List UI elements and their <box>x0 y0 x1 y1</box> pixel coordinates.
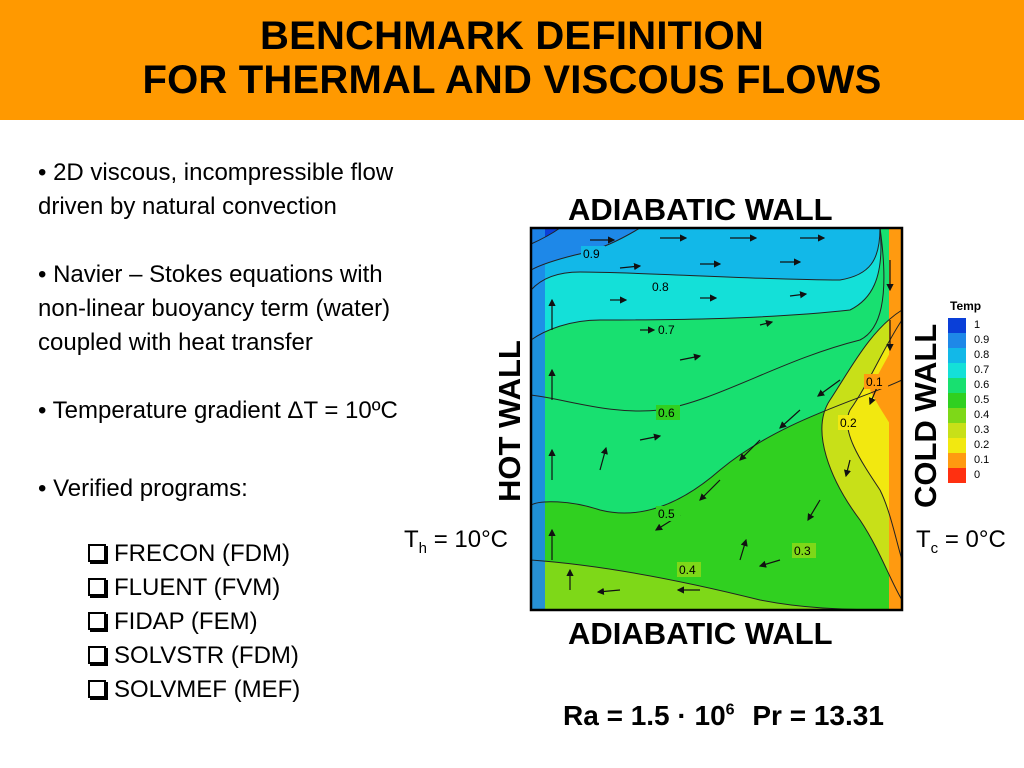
contour-label: 0.4 <box>679 563 696 577</box>
legend-label: 0.8 <box>974 349 990 361</box>
bullet-flow-line-1: • 2D viscous, incompressible flow <box>38 159 394 186</box>
legend-label: 0.6 <box>974 379 990 391</box>
program-label: SOLVMEF (MEF) <box>114 676 301 703</box>
title-line-2: FOR THERMAL AND VISCOUS FLOWS <box>142 58 882 102</box>
contour-label: 0.3 <box>794 544 811 558</box>
legend-swatch <box>948 333 966 348</box>
legend-swatch <box>948 468 966 483</box>
legend-label: 0.5 <box>974 394 990 406</box>
program-label: FLUENT (FVM) <box>114 574 281 601</box>
legend-swatch <box>948 438 966 453</box>
contour-label: 0.9 <box>583 247 600 261</box>
right-wall-label: COLD WALL <box>908 323 943 508</box>
legend-label: 0.1 <box>974 454 990 466</box>
temp-symbol: T <box>916 526 931 553</box>
bullet-equations-line-1: • Navier – Stokes equations with <box>38 261 383 288</box>
legend-swatch <box>948 363 966 378</box>
temp-subscript: c <box>930 539 939 557</box>
contour-label: 0.8 <box>652 280 669 294</box>
top-wall-label: ADIABATIC WALL <box>568 192 833 227</box>
bottom-wall-label: ADIABATIC WALL <box>568 616 833 651</box>
bullet-flow-line-2: driven by natural convection <box>38 193 337 220</box>
left-wall-label: HOT WALL <box>492 340 527 502</box>
program-label: SOLVSTR (FDM) <box>114 642 299 669</box>
cold-temperature-label <box>916 526 1006 557</box>
legend-swatch <box>948 423 966 438</box>
legend-swatch <box>948 408 966 423</box>
legend-label: 0.7 <box>974 364 990 376</box>
legend-label: 1 <box>974 319 981 331</box>
bullet-equations-line-2: non-linear buoyancy term (water) <box>38 295 391 322</box>
temp-value: = 10°C <box>433 526 508 553</box>
title-line-1: BENCHMARK DEFINITION <box>260 14 764 58</box>
legend-swatch <box>948 453 966 468</box>
bullet-gradient-line-1: • Temperature gradient ΔT = 10ºC <box>38 397 398 424</box>
legend-swatches <box>948 318 966 483</box>
temp-symbol: T <box>404 526 419 553</box>
rayleigh-exponent: 6 <box>725 701 735 719</box>
legend-label: 0.3 <box>974 424 990 436</box>
legend-label: 0.4 <box>974 409 990 421</box>
bullet-equations-line-3: coupled with heat transfer <box>38 329 313 356</box>
legend-swatch <box>948 378 966 393</box>
dimensionless-parameters <box>563 700 884 732</box>
contour-label: 0.2 <box>840 416 857 430</box>
legend-swatch <box>948 348 966 363</box>
bullet-programs-line-1: • Verified programs: <box>38 475 248 502</box>
hot-temperature-label <box>404 526 508 557</box>
program-label: FRECON (FDM) <box>114 540 290 567</box>
contour-label: 0.6 <box>658 406 675 420</box>
legend-label: 0.2 <box>974 439 990 451</box>
contour-label: 0.1 <box>866 375 883 389</box>
legend-swatch <box>948 393 966 408</box>
contour-label: 0.5 <box>658 507 675 521</box>
legend-label: 0 <box>974 469 981 481</box>
contour-label: 0.7 <box>658 323 675 337</box>
prandtl-number: Pr = 13.31 <box>752 700 884 731</box>
legend-label: 0.9 <box>974 334 990 346</box>
rayleigh-number: Ra = 1.5 · 10 <box>563 700 726 731</box>
legend-swatch <box>948 318 966 333</box>
legend-title: Temp <box>950 299 982 313</box>
temp-value: = 0°C <box>944 526 1006 553</box>
program-label: FIDAP (FEM) <box>114 608 258 635</box>
temp-subscript: h <box>418 539 428 557</box>
